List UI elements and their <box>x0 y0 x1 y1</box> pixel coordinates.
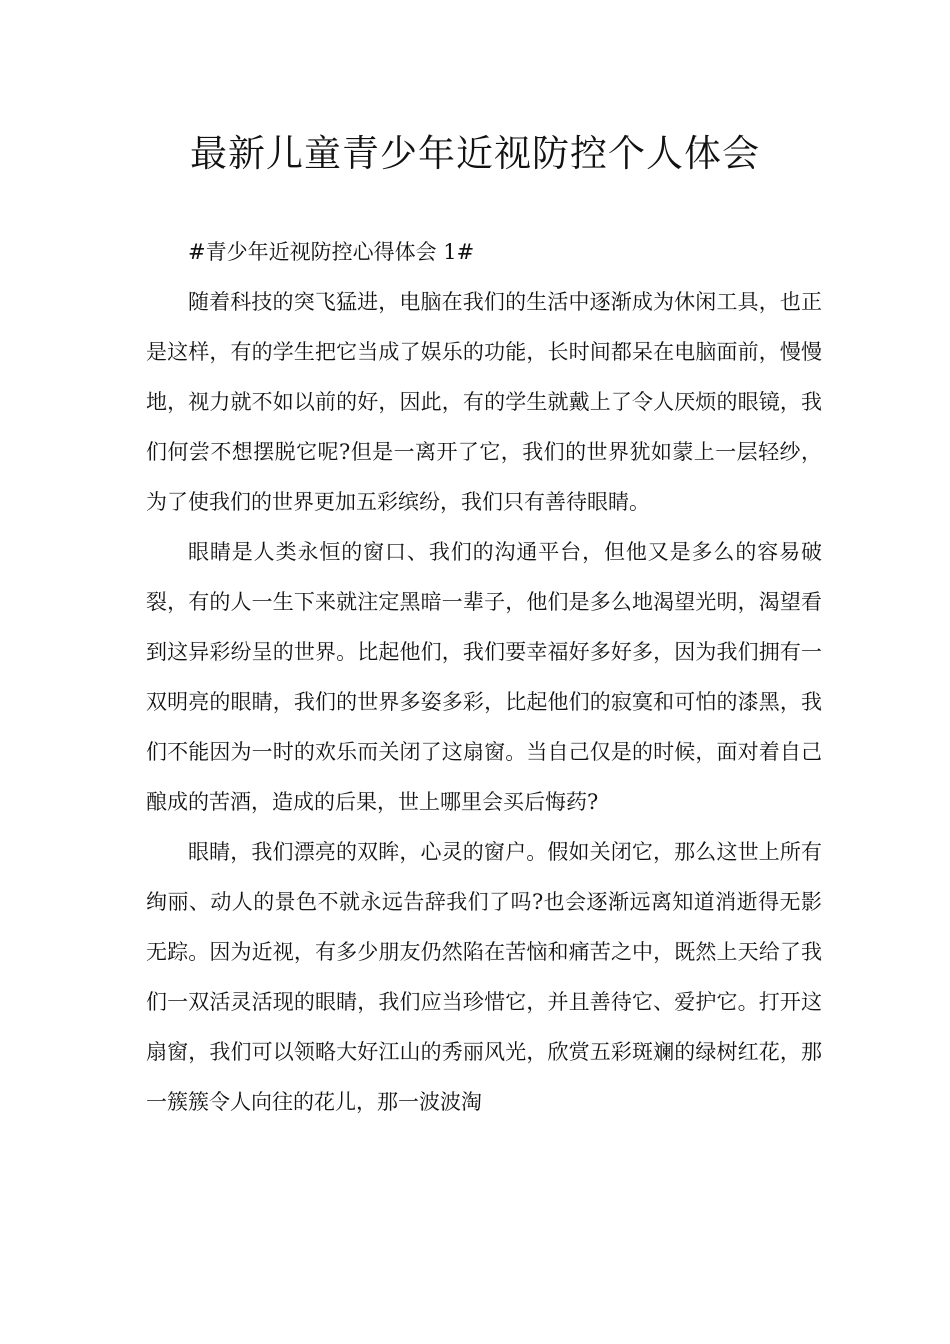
section-heading: #青少年近视防控心得体会 1# <box>188 240 475 264</box>
document-body <box>146 227 822 1127</box>
paragraph-3: 眼睛，我们漂亮的双眸，心灵的窗户。假如关闭它，那么这世上所有绚丽、动人的景色不就永远告辞我们了吗?也会逐渐远离知道消逝得无影无踪。因为近视，有多少朋友仍然陷在苦恼和痛苦之中，既然上天给了我们一双活灵活现的眼睛，我们应当珍惜它，并且善待它、爱护它。打开这扇窗，我们可以领略大好江山的秀丽风光，欣赏五彩斑斓的绿树红花，那一簇簇令人向往的花儿，那一波波淘 <box>146 840 822 1114</box>
document-title: 最新儿童青少年近视防控个人体会 <box>190 132 760 175</box>
paragraph-1: 随着科技的突飞猛进，电脑在我们的生活中逐渐成为休闲工具，也正是这样，有的学生把它当成了娱乐的功能，长时间都呆在电脑面前，慢慢地，视力就不如以前的好，因此，有的学生就戴上了令人厌烦的眼镜，我们何尝不想摆脱它呢?但是一离开了它，我们的世界犹如蒙上一层轻纱，为了使我们的世界更加五彩缤纷，我们只有善待眼睛。 <box>146 290 822 514</box>
paragraph-2: 眼睛是人类永恒的窗口、我们的沟通平台，但他又是多么的容易破裂，有的人一生下来就注定黑暗一辈子，他们是多么地渴望光明，渴望看到这异彩纷呈的世界。比起他们，我们要幸福好多好多，因为我们拥有一双明亮的眼睛，我们的世界多姿多彩，比起他们的寂寞和可怕的漆黑，我们不能因为一时的欢乐而关闭了这扇窗。当自己仅是的时候，面对着自己酿成的苦酒，造成的后果，世上哪里会买后悔药? <box>146 540 822 814</box>
